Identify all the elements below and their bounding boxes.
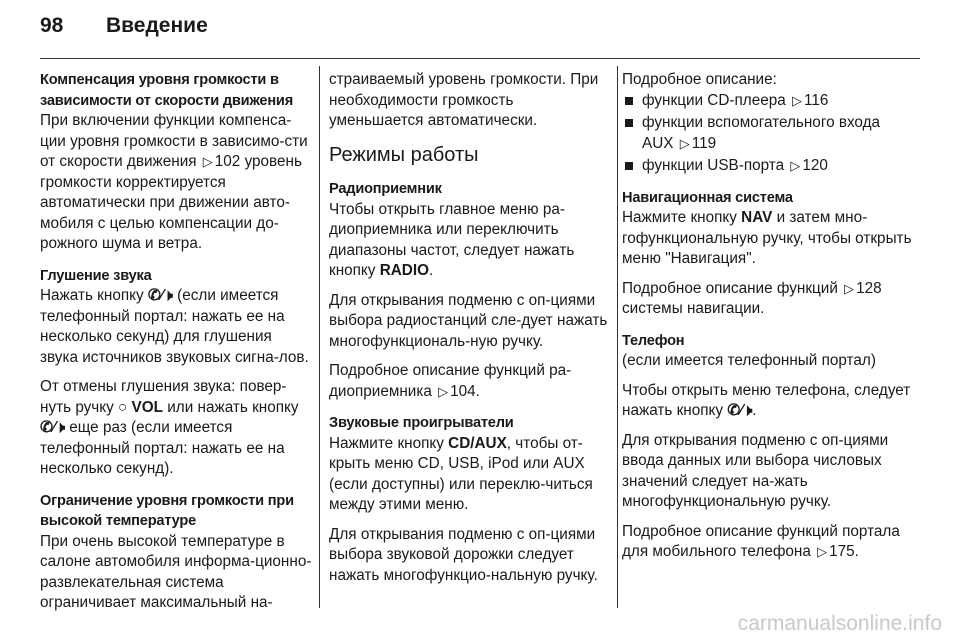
cd-aux-button-label: CD/AUX (448, 434, 507, 452)
page-reference[interactable]: 175. (829, 543, 859, 560)
phone-mute-icon: ✆⁄🕨 (147, 287, 173, 304)
paragraph: Нажать кнопку ✆⁄🕨 (если имеется телефонный портал: нажать ее на несколько секунд) для глушения звука источников звуковых сигна-лов. (40, 287, 309, 366)
paragraph: Подробное описание функций портала для мобильного телефона ▷ 175. (622, 522, 900, 560)
knob-icon: ○ (118, 398, 128, 416)
page-reference-icon: ▷ (844, 280, 855, 296)
page-reference[interactable]: 116 (803, 91, 829, 109)
paragraph: Нажмите кнопку NAV и затем мно-гофункциональную ручку, чтобы открыть меню "Навигация". (622, 209, 912, 267)
paragraph: Подробное описание: (622, 71, 777, 88)
page-number: 98 (40, 14, 64, 37)
paragraph: Для открывания подменю с оп-циями ввода данных или выбора числовых значений следует на-жать многофункциональную ручку. (622, 431, 889, 510)
page-reference[interactable]: 104. (450, 382, 480, 400)
section-radio (329, 179, 611, 402)
paragraph: Чтобы открыть меню телефона, следует нажать кнопку ✆⁄🕨. (622, 381, 911, 419)
section-heading: Радиоприемник (329, 181, 442, 197)
page-reference[interactable]: 119 (691, 134, 717, 152)
phone-mute-icon: ✆⁄🕨 (40, 419, 66, 436)
header-divider (40, 58, 920, 59)
vol-label: VOL (131, 398, 163, 416)
section-temperature-limit (40, 491, 312, 614)
watermark: carmanualsonline.info (737, 612, 942, 635)
paragraph: От отмены глушения звука: повер-нуть ручку ○ VOL или нажать кнопку ✆⁄🕨 еще раз (если имеется телефонный портал: нажать ее на несколько секунд). (40, 378, 299, 477)
paragraph: Подробное описание функций ра-диоприемника ▷ 104. (329, 362, 572, 400)
page-reference[interactable]: 128 (856, 279, 882, 297)
section-heading: Навигационная система (622, 189, 793, 206)
section-players (329, 413, 611, 586)
page-reference-icon: ▷ (679, 135, 690, 151)
section-mute (40, 266, 312, 480)
paragraph: При очень высокой температуре в салоне автомобиля информа-ционно-развлекательная система ограничивает максимальный на- (40, 532, 312, 611)
section-phone (622, 331, 912, 563)
section-heading: Глушение звука (40, 267, 152, 284)
paragraph: Чтобы открыть главное меню ра-диоприемника или переключить диапазоны частот, следует нажать кнопку RADIO. (329, 200, 575, 279)
paragraph: Нажмите кнопку CD/AUX, чтобы от-крыть меню CD, USB, iPod или AUX (если доступны) или переклю-читься между этими меню. (329, 434, 593, 513)
nav-button-label: NAV (741, 209, 773, 226)
paragraph: Для открывания подменю с оп-циями выбора радиостанций сле-дует нажать многофункциональ-ную ручку. (329, 291, 608, 350)
section-speed-volume (40, 70, 312, 255)
list-item: функции USB-порта ▷ 120 (622, 156, 912, 177)
section-navigation (622, 188, 912, 320)
page-reference-icon: ▷ (438, 383, 449, 399)
paragraph: (если имеется телефонный портал) (622, 352, 876, 369)
section-heading: Компенсация уровня громкости в зависимости от скорости движения (40, 72, 294, 109)
section-heading: Ограничение уровня громкости при высокой температуре (40, 492, 294, 529)
section-details (622, 70, 912, 177)
page-reference[interactable]: 120 (802, 157, 828, 174)
list-item: функции вспомогательного входа AUX ▷ 119 (622, 113, 912, 154)
page-reference-icon: ▷ (791, 92, 802, 108)
radio-button-label: RADIO (379, 262, 429, 279)
section-heading: Телефон (622, 332, 685, 349)
column-3 (622, 70, 912, 574)
page-reference-icon: ▷ (202, 154, 213, 169)
page-reference-icon: ▷ (790, 158, 801, 173)
column-1 (40, 70, 312, 625)
page-header (40, 14, 208, 38)
paragraph: Подробное описание функций ▷ 128 системы навигации. (622, 279, 882, 317)
page-reference[interactable]: 102 (214, 153, 241, 170)
page-title: Введение (106, 14, 208, 37)
paragraph: страиваемый уровень громкости. При необходимости громкость уменьшается автоматически. (329, 71, 599, 129)
paragraph: Для открывания подменю с оп-циями выбора звуковой дорожки следует нажать многофункцио-нальную ручку. (329, 525, 598, 584)
section-title-modes: Режимы работы (329, 143, 479, 166)
function-list (622, 91, 912, 177)
section-heading: Звуковые проигрыватели (329, 415, 514, 431)
paragraph: При включении функции компенса-ции уровня громкости в зависимо-сти от скорости движения ▷ 102 уровень громкости корректируется автоматически при движении авто-мобиля с целью компенсации до-рожного шума и ветра. (40, 112, 308, 252)
column-2 (329, 70, 611, 597)
column-divider-1 (319, 66, 320, 608)
list-item: функции CD-плеера ▷ 116 (622, 91, 912, 112)
phone-mute-icon: ✆⁄🕨 (727, 402, 753, 419)
column-divider-2 (617, 66, 618, 608)
page-reference-icon: ▷ (817, 544, 828, 559)
